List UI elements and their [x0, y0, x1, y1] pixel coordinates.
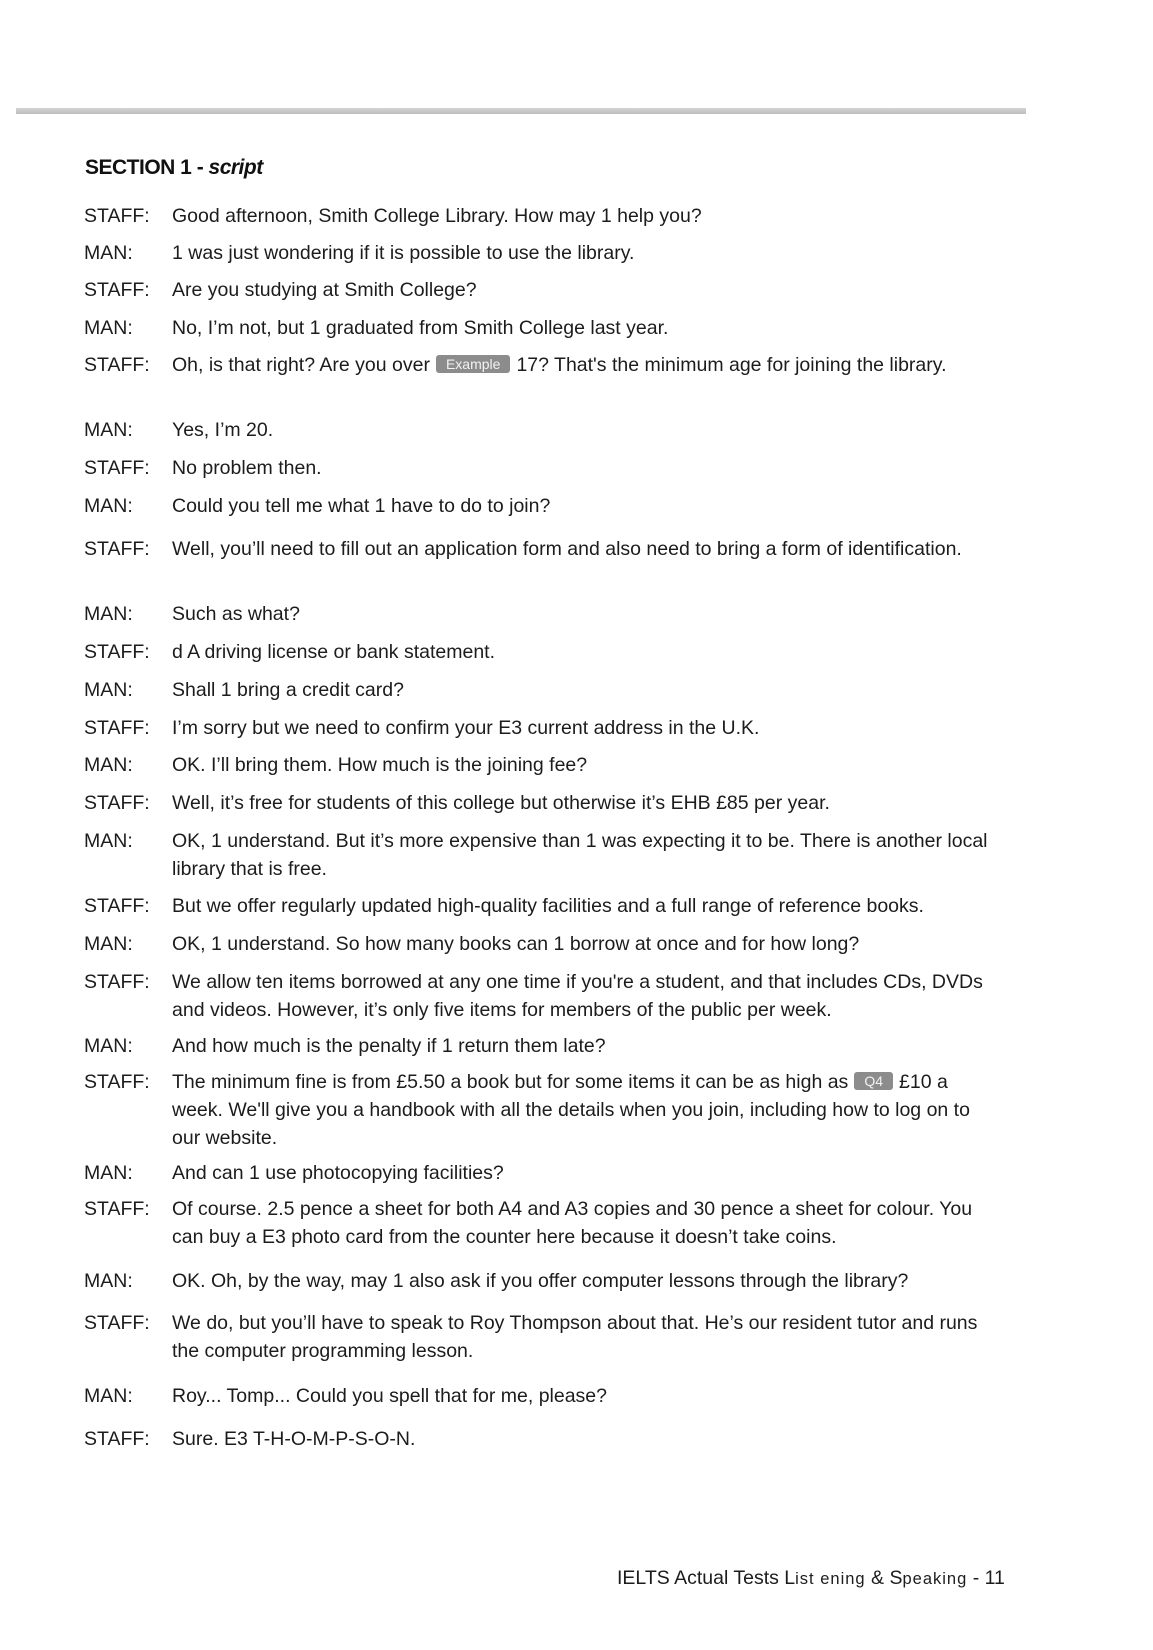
line-text: But we offer regularly updated high-quality facilities and a full range of reference books. — [172, 895, 924, 917]
line-text-after: 17? That's the minimum age for joining the library. — [516, 354, 947, 376]
footer-listening-rest: ist ening — [795, 1570, 866, 1588]
speaker-label: MAN: — [84, 419, 133, 441]
line-text: No, I’m not, but 1 graduated from Smith College last year. — [172, 317, 669, 339]
section-dash: - — [191, 156, 209, 179]
line-text: We allow ten items borrowed at any one time if you're a student, and that includes CDs, DVDs and videos. However, it’s only five items for members of the public per week. — [172, 971, 983, 1021]
speaker-label: MAN: — [84, 1385, 133, 1407]
speaker-label: STAFF: — [84, 792, 150, 814]
speaker-label: STAFF: — [84, 205, 150, 227]
speaker-label: MAN: — [84, 1162, 133, 1184]
speaker-label: MAN: — [84, 933, 133, 955]
footer-listening-initial: L — [784, 1567, 796, 1589]
line-text: Sure. E3 T-H-O-M-P-S-O-N. — [172, 1428, 416, 1450]
speaker-label: MAN: — [84, 830, 133, 852]
line-text: We do, but you’ll have to speak to Roy Thompson about that. He’s our resident tutor and runs the computer programming lesson. — [172, 1312, 978, 1362]
top-rule — [16, 108, 1026, 114]
speaker-label: MAN: — [84, 679, 133, 701]
line-text: Such as what? — [172, 603, 300, 625]
speaker-label: STAFF: — [84, 717, 150, 739]
line-text: Good afternoon, Smith College Library. How may 1 help you? — [172, 205, 702, 227]
line-text: Roy... Tomp... Could you spell that for me, please? — [172, 1385, 607, 1407]
line-text: OK. I’ll bring them. How much is the joining fee? — [172, 754, 588, 776]
line-text: d A driving license or bank statement. — [172, 641, 496, 663]
line-text: Could you tell me what 1 have to do to join? — [172, 495, 551, 517]
line-text: OK, 1 understand. So how many books can 1 borrow at once and for how long? — [172, 933, 860, 955]
speaker-label: MAN: — [84, 1035, 133, 1057]
speaker-label: MAN: — [84, 754, 133, 776]
speaker-label: STAFF: — [84, 971, 150, 993]
speaker-label: MAN: — [84, 317, 133, 339]
line-text: Shall 1 bring a credit card? — [172, 679, 404, 701]
speaker-label: STAFF: — [84, 895, 150, 917]
q4-badge: Q4 — [854, 1072, 893, 1090]
speaker-label: STAFF: — [84, 1428, 150, 1450]
speaker-label: MAN: — [84, 242, 133, 264]
footer-ampersand: & — [865, 1567, 890, 1589]
speaker-label: MAN: — [84, 603, 133, 625]
line-text: Of course. 2.5 pence a sheet for both A4 and A3 copies and 30 pence a sheet for colour. You can buy a E3 photo card from the counter here because it doesn’t take coins. — [172, 1198, 973, 1248]
line-text: Well, you’ll need to fill out an application form and also need to bring a form of identification. — [172, 538, 962, 560]
section-title — [85, 156, 263, 180]
speaker-label: MAN: — [84, 495, 133, 517]
section-subtitle: script — [208, 156, 263, 179]
speaker-label: STAFF: — [84, 279, 150, 301]
line-text: I’m sorry but we need to confirm your E3 current address in the U.K. — [172, 717, 760, 739]
line-text-before: Oh, is that right? Are you over — [172, 354, 430, 376]
line-text: Are you studying at Smith College? — [172, 279, 477, 301]
line-text — [172, 1068, 1002, 1152]
example-badge: Example — [436, 355, 510, 373]
line-text: Well, it’s free for students of this college but otherwise it’s EHB £85 per year. — [172, 792, 830, 814]
footer-book-title: IELTS Actual Tests — [617, 1567, 785, 1589]
line-text: No problem then. — [172, 457, 322, 479]
footer-speaking-rest: peaking — [902, 1570, 968, 1588]
line-text-before: The minimum fine is from £5.50 a book but for some items it can be as high as — [172, 1071, 849, 1093]
speaker-label: STAFF: — [84, 1198, 150, 1220]
speaker-label: MAN: — [84, 1270, 133, 1292]
footer-speaking-initial: S — [889, 1567, 903, 1589]
speaker-label: STAFF: — [84, 354, 150, 376]
line-text: Yes, I’m 20. — [172, 419, 274, 441]
speaker-label: STAFF: — [84, 641, 150, 663]
speaker-label: STAFF: — [84, 457, 150, 479]
speaker-label: STAFF: — [84, 1312, 150, 1334]
line-text-after: £10 a week. We'll give you a handbook with all the details when you join, including how to log on to our website. — [172, 1071, 970, 1149]
line-text: OK. Oh, by the way, may 1 also ask if you offer computer lessons through the library? — [172, 1270, 909, 1292]
line-text: 1 was just wondering if it is possible to use the library. — [172, 242, 635, 264]
line-text: And can 1 use photocopying facilities? — [172, 1162, 504, 1184]
speaker-label: STAFF: — [84, 1071, 150, 1093]
page-number: - 11 — [967, 1567, 1005, 1589]
line-text: OK, 1 understand. But it’s more expensive than 1 was expecting it to be. There is another local library that is free. — [172, 830, 988, 880]
page-footer — [617, 1567, 1005, 1590]
line-text: And how much is the penalty if 1 return them late? — [172, 1035, 606, 1057]
speaker-label: STAFF: — [84, 538, 150, 560]
section-number: SECTION 1 — [85, 156, 192, 179]
line-text — [172, 351, 1002, 379]
